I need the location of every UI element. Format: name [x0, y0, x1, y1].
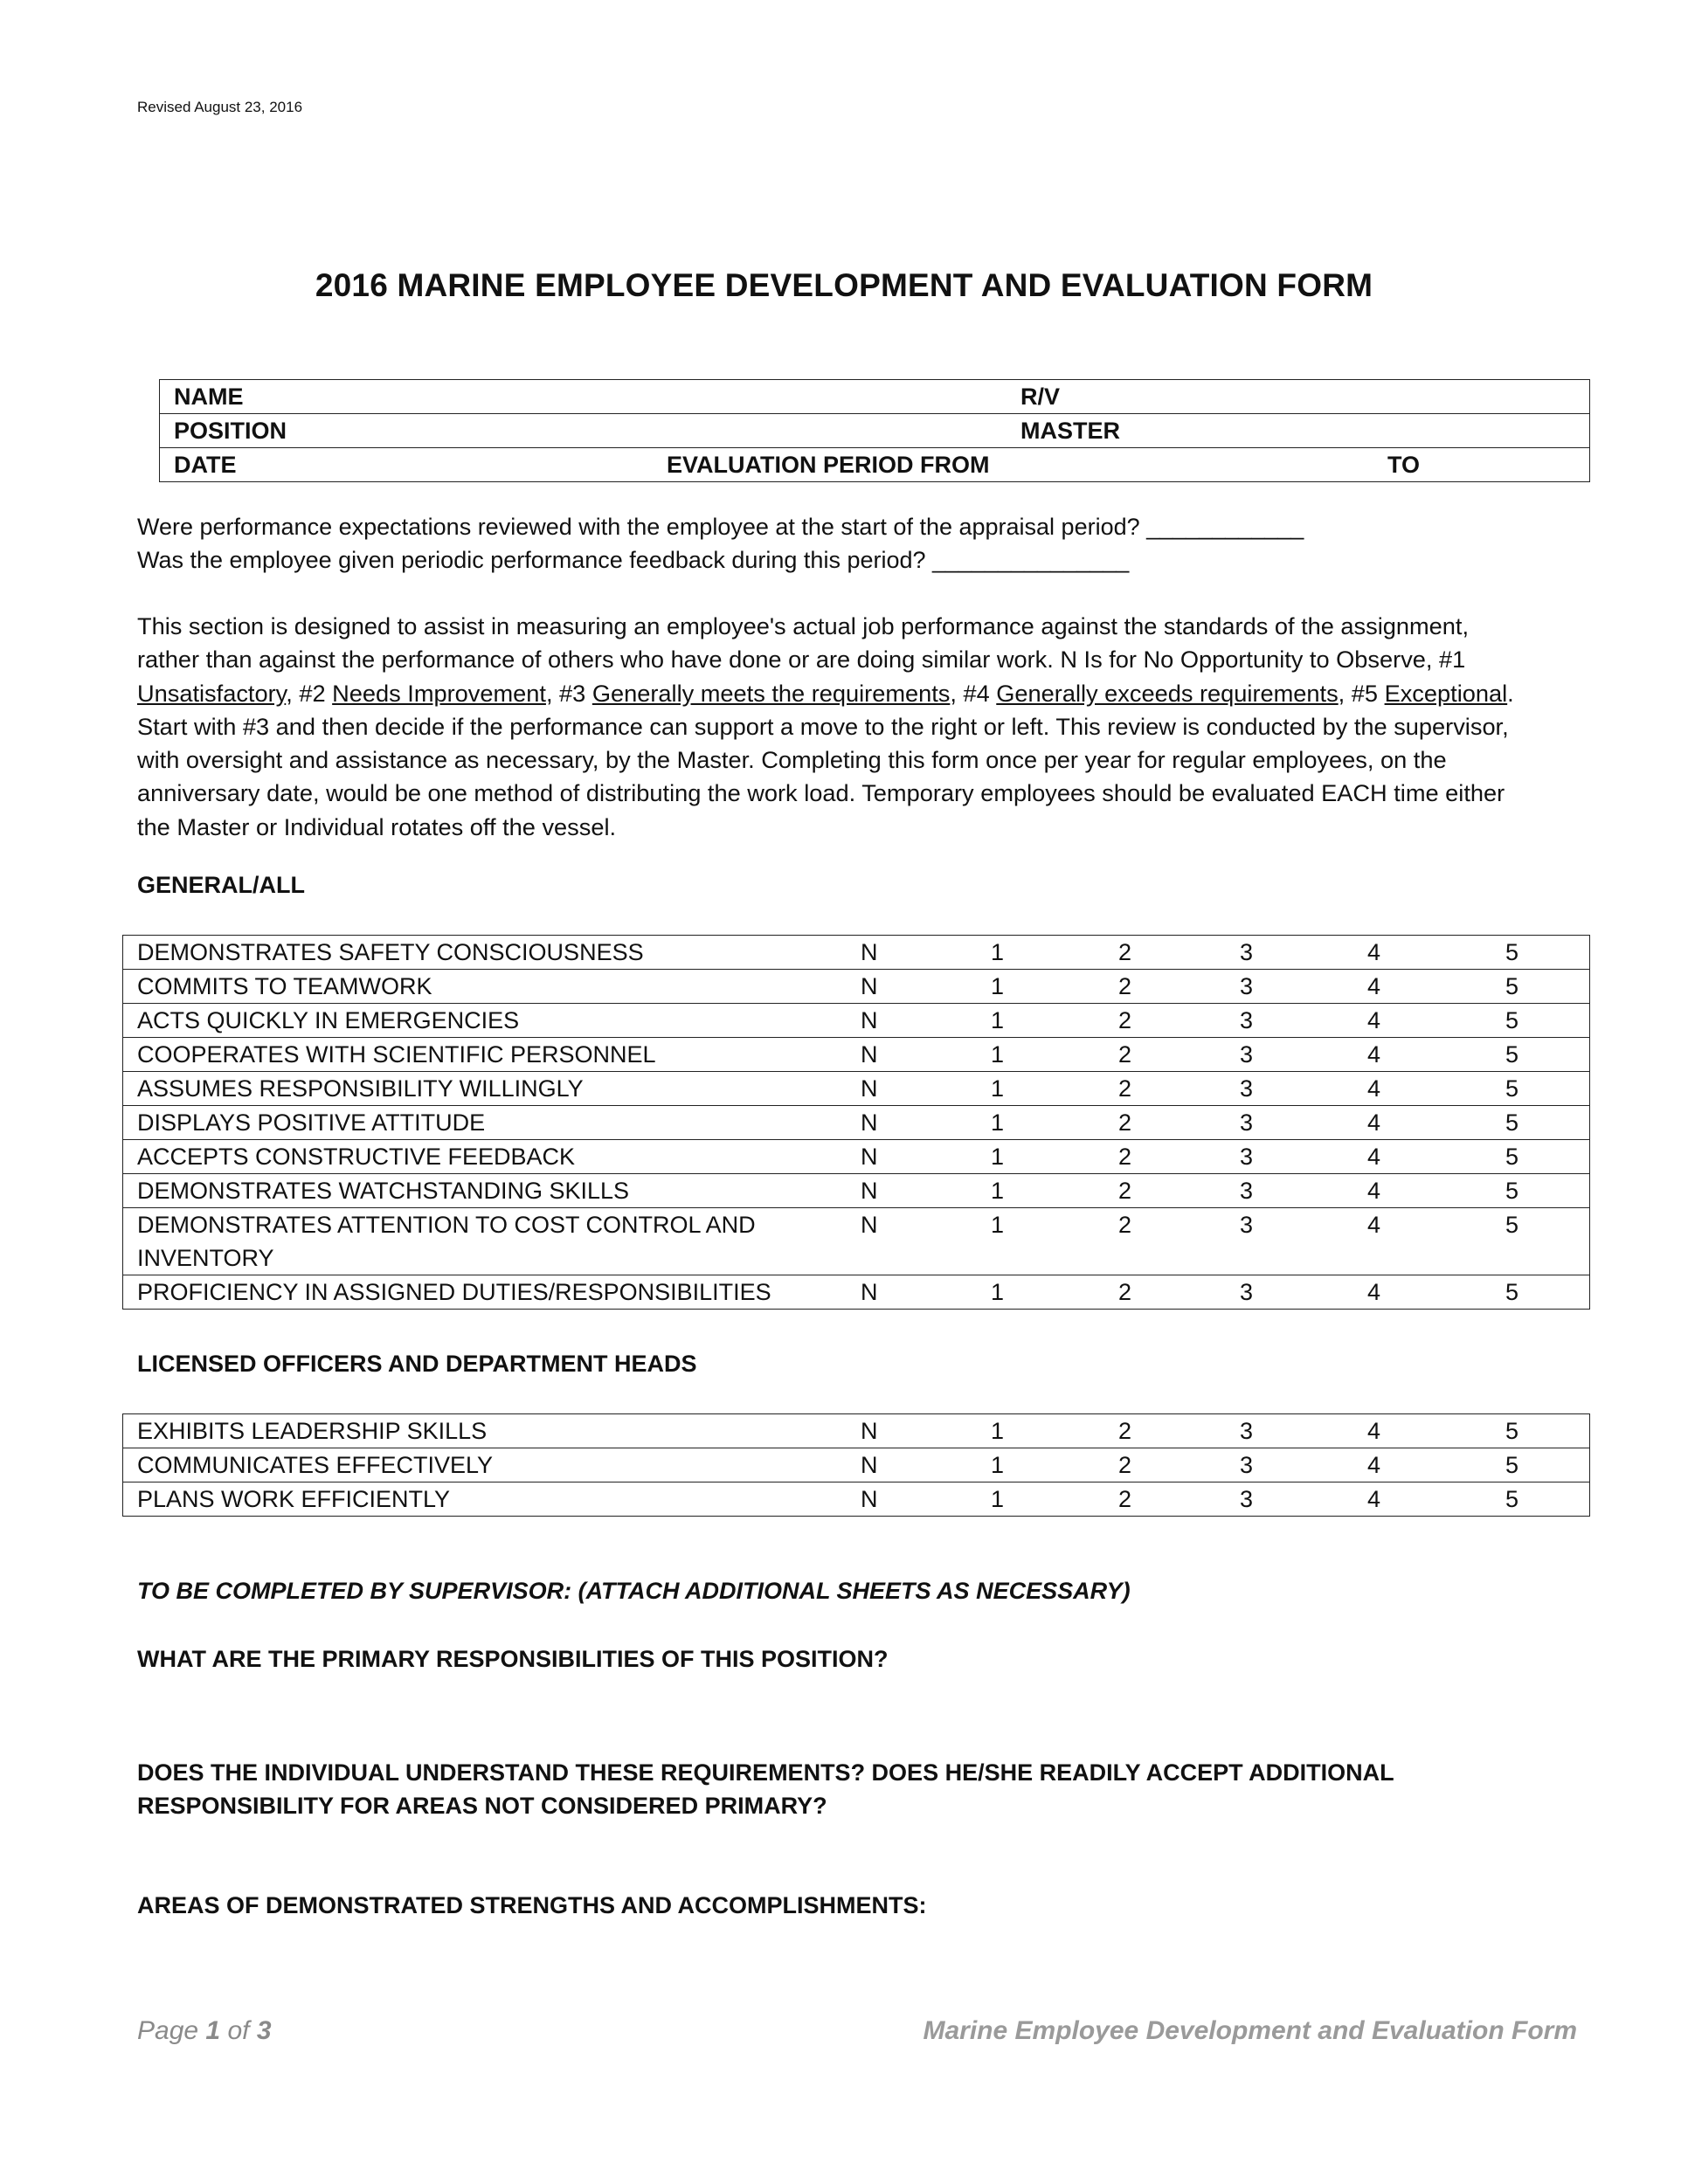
rating-option-2[interactable]: 2: [1118, 939, 1132, 965]
rating-option-2[interactable]: 2: [1118, 1075, 1132, 1102]
rating-option-1[interactable]: 1: [991, 1279, 1005, 1305]
rating-option-1[interactable]: 1: [991, 1452, 1005, 1478]
rating-row-cell: [123, 1482, 1590, 1517]
employee-info-table: [159, 379, 1590, 482]
rating-option-N[interactable]: N: [861, 1486, 878, 1512]
rating-option-3[interactable]: 3: [1240, 1007, 1254, 1033]
form-title: 2016 MARINE EMPLOYEE DEVELOPMENT AND EVALUATION FORM: [315, 267, 1373, 303]
info-row-name: [160, 380, 1590, 414]
supervisor-heading: TO BE COMPLETED BY SUPERVISOR: (ATTACH ADDITIONAL SHEETS AS NECESSARY): [137, 1578, 1131, 1604]
rating-option-1[interactable]: 1: [991, 1007, 1005, 1033]
rating-row: [123, 1106, 1590, 1140]
intro-sep-1: , #2: [286, 679, 333, 707]
rating-row: [123, 970, 1590, 1004]
rating-option-3[interactable]: 3: [1240, 1075, 1254, 1102]
rating-option-3[interactable]: 3: [1240, 1418, 1254, 1444]
rating-row: [123, 1174, 1590, 1208]
rating-row-cell: [123, 1208, 1590, 1275]
intro-paragraph: [137, 610, 1535, 844]
rating-option-5[interactable]: 5: [1505, 1486, 1519, 1512]
rating-row-cell: [123, 1448, 1590, 1482]
footer-doc-title: Marine Employee Development and Evaluation Form: [923, 2016, 1577, 2045]
rating-option-N[interactable]: N: [861, 973, 878, 999]
rating-option-4[interactable]: 4: [1367, 1212, 1381, 1238]
rating-option-4[interactable]: 4: [1367, 1279, 1381, 1305]
rating-row: [123, 1482, 1590, 1517]
rating-option-2[interactable]: 2: [1118, 1452, 1132, 1478]
rating-option-4[interactable]: 4: [1367, 1178, 1381, 1204]
rating-row-cell: [123, 970, 1590, 1004]
rating-option-3[interactable]: 3: [1240, 1041, 1254, 1068]
rating-option-4[interactable]: 4: [1367, 1041, 1381, 1068]
rating-option-4[interactable]: 4: [1367, 1007, 1381, 1033]
page-word: Page: [137, 2016, 199, 2045]
rating-option-4[interactable]: 4: [1367, 1452, 1381, 1478]
rating-option-3[interactable]: 3: [1240, 1452, 1254, 1478]
rating-option-5[interactable]: 5: [1505, 1144, 1519, 1170]
rating-option-3[interactable]: 3: [1240, 1212, 1254, 1238]
rating-option-1[interactable]: 1: [991, 1109, 1005, 1136]
rating-option-5[interactable]: 5: [1505, 1418, 1519, 1444]
rating-option-2[interactable]: 2: [1118, 1144, 1132, 1170]
rating-option-5[interactable]: 5: [1505, 939, 1519, 965]
rating-option-4[interactable]: 4: [1367, 1418, 1381, 1444]
rating-option-2[interactable]: 2: [1118, 1486, 1132, 1512]
rating-option-3[interactable]: 3: [1240, 973, 1254, 999]
rating-option-3[interactable]: 3: [1240, 1486, 1254, 1512]
rating-option-3[interactable]: 3: [1240, 1109, 1254, 1136]
rating-row: [123, 1072, 1590, 1106]
strengths-question: AREAS OF DEMONSTRATED STRENGTHS AND ACCOMPLISHMENTS:: [137, 1892, 927, 1918]
rating-row: [123, 1140, 1590, 1174]
rating-row-cell: [123, 1414, 1590, 1448]
rating-row: [123, 1004, 1590, 1038]
criterion-label: ASSUMES RESPONSIBILITY WILLINGLY: [137, 1075, 584, 1102]
rv-label: R/V: [1020, 384, 1061, 410]
period-from-label: EVALUATION PERIOD FROM: [667, 452, 990, 478]
rating-5-label: Exceptional: [1384, 679, 1508, 707]
rating-row-cell: [123, 1174, 1590, 1208]
rating-option-N[interactable]: N: [861, 1007, 878, 1033]
rating-option-1[interactable]: 1: [991, 1041, 1005, 1068]
rating-option-1[interactable]: 1: [991, 1418, 1005, 1444]
rating-option-5[interactable]: 5: [1505, 1178, 1519, 1204]
page-number: 1: [205, 2016, 221, 2045]
rating-option-N[interactable]: N: [861, 1075, 878, 1102]
criterion-label: COOPERATES WITH SCIENTIFIC PERSONNEL: [137, 1041, 656, 1068]
rating-option-4[interactable]: 4: [1367, 939, 1381, 965]
rating-option-3[interactable]: 3: [1240, 1144, 1254, 1170]
rating-option-5[interactable]: 5: [1505, 973, 1519, 999]
rating-option-3[interactable]: 3: [1240, 1178, 1254, 1204]
rating-option-2[interactable]: 2: [1118, 1418, 1132, 1444]
rating-row-cell: [123, 1038, 1590, 1072]
rating-option-2[interactable]: 2: [1118, 1279, 1132, 1305]
rating-option-4[interactable]: 4: [1367, 973, 1381, 999]
rating-row-cell: [123, 1106, 1590, 1140]
rating-3-label: Generally meets the requirements: [591, 679, 951, 707]
rating-option-4[interactable]: 4: [1367, 1075, 1381, 1102]
general-rating-table: [122, 935, 1590, 1310]
rating-option-3[interactable]: 3: [1240, 939, 1254, 965]
criterion-label: COMMITS TO TEAMWORK: [137, 973, 432, 999]
rating-option-4[interactable]: 4: [1367, 1109, 1381, 1136]
rating-option-N[interactable]: N: [861, 1041, 878, 1068]
criterion-label: COMMUNICATES EFFECTIVELY: [137, 1452, 494, 1478]
intro-sep-2: , #3: [545, 679, 592, 707]
date-label: DATE: [174, 452, 237, 478]
intro-text-1: This section is designed to assist in measuring an employee's actual job performance against the standards of the assignment, rather than against the performance of others who have done or are doing similar work. N Is for No Opportunity to Observe, #1: [137, 612, 1470, 674]
rating-row: [123, 1208, 1590, 1275]
rating-option-1[interactable]: 1: [991, 1075, 1005, 1102]
rating-option-1[interactable]: 1: [991, 1178, 1005, 1204]
revised-date: Revised August 23, 2016: [137, 99, 303, 115]
rating-option-1[interactable]: 1: [991, 1212, 1005, 1238]
rating-option-N[interactable]: N: [861, 1279, 878, 1305]
rating-option-N[interactable]: N: [861, 1144, 878, 1170]
to-label: TO: [1387, 452, 1421, 478]
criterion-label: EXHIBITS LEADERSHIP SKILLS: [137, 1418, 488, 1444]
criterion-label: DISPLAYS POSITIVE ATTITUDE: [137, 1109, 486, 1136]
rating-option-2[interactable]: 2: [1118, 1178, 1132, 1204]
rating-4-label: Generally exceeds requirements: [996, 679, 1339, 707]
rating-row-cell: [123, 1072, 1590, 1106]
rating-row-cell: [123, 936, 1590, 970]
master-label: MASTER: [1020, 418, 1120, 444]
officers-heading: LICENSED OFFICERS AND DEPARTMENT HEADS: [137, 1351, 697, 1377]
position-label: POSITION: [174, 418, 287, 444]
info-row-date: [160, 448, 1590, 482]
rating-option-1[interactable]: 1: [991, 939, 1005, 965]
rating-option-5[interactable]: 5: [1505, 1452, 1519, 1478]
requirements-question: DOES THE INDIVIDUAL UNDERSTAND THESE REQUIREMENTS? DOES HE/SHE READILY ACCEPT ADDITIONAL RESPONSIBILITY FOR AREAS NOT CONSIDERED PRIMARY?: [137, 1759, 1394, 1819]
rating-option-N[interactable]: N: [861, 1418, 878, 1444]
name-label: NAME: [174, 384, 244, 410]
rating-option-4[interactable]: 4: [1367, 1486, 1381, 1512]
intro-text-2: . Start with #3 and then decide if the performance can support a move to the right or left. This review is conducted by the supervisor, with oversight and assistance as necessary, by the Master. Completing this form once per year for regular employees, on the anniversary date, would be one method of distributing the work load. Temporary employees should be evaluated EACH time either the Master or Individual rotates off the vessel.: [137, 679, 1514, 840]
criterion-label: ACCEPTS CONSTRUCTIVE FEEDBACK: [137, 1144, 576, 1170]
rating-option-5[interactable]: 5: [1505, 1279, 1519, 1305]
rating-option-3[interactable]: 3: [1240, 1279, 1254, 1305]
page-indicator: [137, 2016, 272, 2046]
criterion-label: PLANS WORK EFFICIENTLY: [137, 1486, 451, 1512]
general-heading: GENERAL/ALL: [137, 872, 305, 898]
rating-row: [123, 1275, 1590, 1310]
rating-option-N[interactable]: N: [861, 1109, 878, 1136]
rating-option-1[interactable]: 1: [991, 973, 1005, 999]
name-field[interactable]: [160, 380, 1590, 414]
rating-option-2[interactable]: 2: [1118, 1007, 1132, 1033]
criterion-label: DEMONSTRATES SAFETY CONSCIOUSNESS: [137, 939, 644, 965]
criterion-label: PROFICIENCY IN ASSIGNED DUTIES/RESPONSIBILITIES: [137, 1279, 771, 1305]
rating-option-N[interactable]: N: [861, 939, 878, 965]
rating-option-2[interactable]: 2: [1118, 1212, 1132, 1238]
position-field[interactable]: [160, 414, 1590, 448]
of-word: of: [227, 2016, 250, 2045]
rating-option-5[interactable]: 5: [1505, 1075, 1519, 1102]
feedback-question: Was the employee given periodic performance feedback during this period? _______________: [137, 547, 1130, 573]
rating-option-2[interactable]: 2: [1118, 973, 1132, 999]
rating-2-label: Needs Improvement: [332, 679, 546, 707]
rating-row-cell: [123, 1275, 1590, 1310]
intro-sep-4: , #5: [1338, 679, 1385, 707]
rating-option-N[interactable]: N: [861, 1452, 878, 1478]
rating-option-2[interactable]: 2: [1118, 1109, 1132, 1136]
rating-option-5[interactable]: 5: [1505, 1007, 1519, 1033]
rating-option-1[interactable]: 1: [991, 1486, 1005, 1512]
rating-option-5[interactable]: 5: [1505, 1109, 1519, 1136]
criterion-label: DEMONSTRATES WATCHSTANDING SKILLS: [137, 1178, 630, 1204]
rating-row-cell: [123, 1140, 1590, 1174]
responsibilities-question: WHAT ARE THE PRIMARY RESPONSIBILITIES OF THIS POSITION?: [137, 1646, 889, 1672]
officers-rating-table: [122, 1413, 1590, 1517]
criterion-label: DEMONSTRATES ATTENTION TO COST CONTROL AND INVENTORY: [137, 1212, 756, 1271]
criterion-label: ACTS QUICKLY IN EMERGENCIES: [137, 1007, 520, 1033]
rating-row: [123, 1414, 1590, 1448]
rating-row-cell: [123, 1004, 1590, 1038]
rating-option-5[interactable]: 5: [1505, 1212, 1519, 1238]
info-row-position: [160, 414, 1590, 448]
rating-row: [123, 1448, 1590, 1482]
rating-option-N[interactable]: N: [861, 1212, 878, 1238]
rating-option-5[interactable]: 5: [1505, 1041, 1519, 1068]
rating-row: [123, 1038, 1590, 1072]
rating-option-N[interactable]: N: [861, 1178, 878, 1204]
intro-sep-3: , #4: [950, 679, 997, 707]
date-field[interactable]: [160, 448, 1590, 482]
rating-option-2[interactable]: 2: [1118, 1041, 1132, 1068]
expectations-question: Were performance expectations reviewed with the employee at the start of the appraisal period? ____________: [137, 514, 1304, 540]
rating-1-label: Unsatisfactory: [137, 679, 287, 707]
rating-option-4[interactable]: 4: [1367, 1144, 1381, 1170]
rating-option-1[interactable]: 1: [991, 1144, 1005, 1170]
rating-row: [123, 936, 1590, 970]
page-total: 3: [256, 2016, 272, 2045]
